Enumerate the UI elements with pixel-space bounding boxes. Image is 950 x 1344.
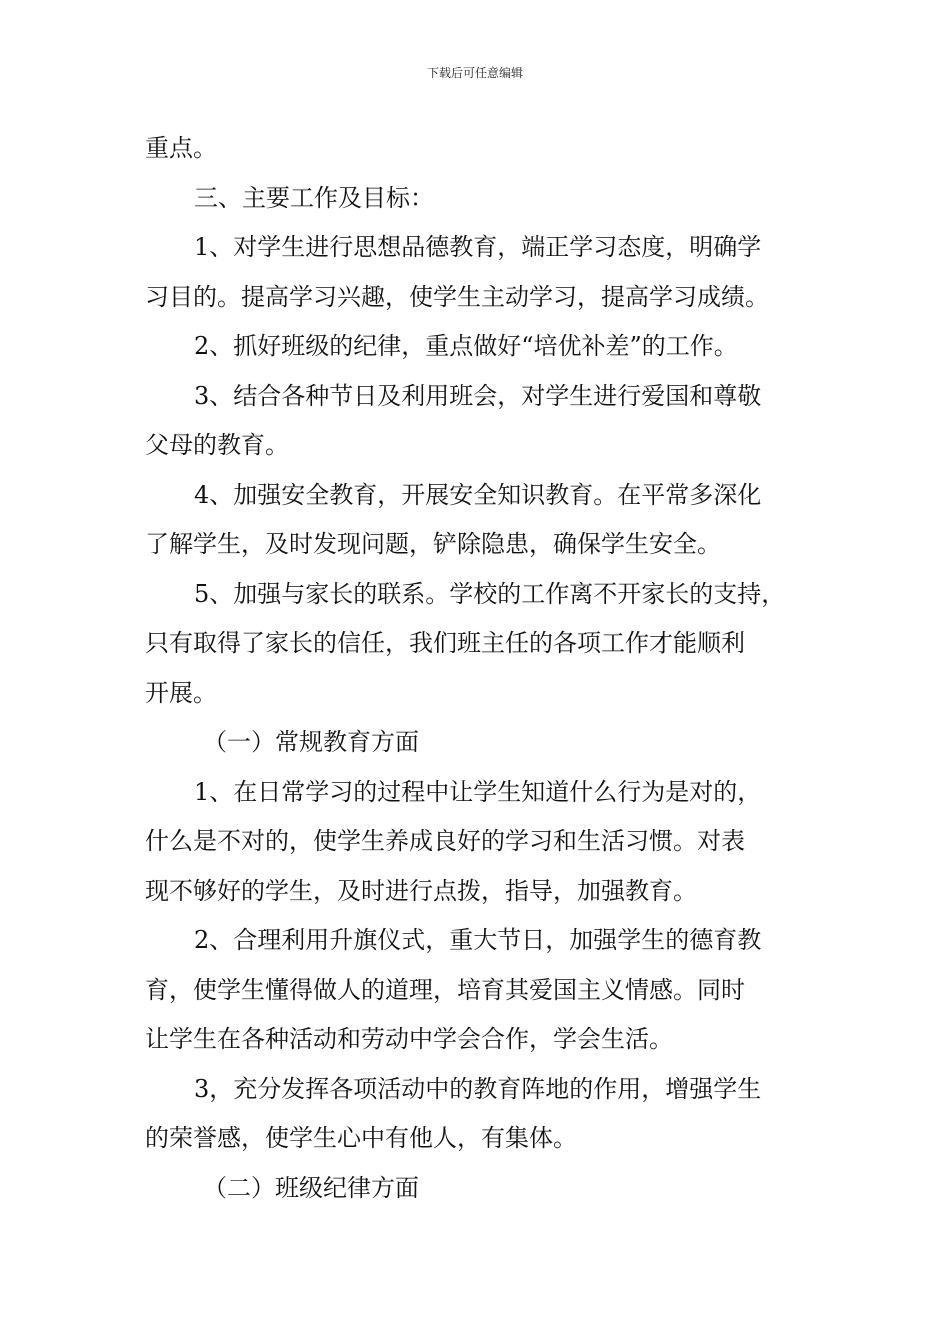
text-line: 4、加强安全教育，开展安全知识教育。在平常多深化 bbox=[194, 480, 762, 509]
text-line: 只有取得了家长的信任，我们班主任的各项工作才能顺利 bbox=[145, 629, 745, 657]
text-line: 现不够好的学生，及时进行点拨，指导，加强教育。 bbox=[145, 876, 697, 905]
text-line: 5、加强与家长的联系。学校的工作离不开家长的支持， bbox=[194, 579, 786, 608]
text-line: 3、结合各种节日及利用班会，对学生进行爱国和尊敬 bbox=[194, 381, 762, 410]
text-line: 育，使学生懂得做人的道理，培育其爱国主义情感。同时 bbox=[145, 975, 745, 1004]
text-line: 了解学生，及时发现问题，铲除隐患，确保学生安全。 bbox=[145, 530, 721, 558]
text-line: 父母的教育。 bbox=[145, 431, 289, 459]
text-line: 重点。 bbox=[145, 134, 217, 162]
text-line: 1、在日常学习的过程中让学生知道什么行为是对的， bbox=[194, 777, 762, 806]
text-line: 习目的。提高学习兴趣，使学生主动学习，提高学习成绩。 bbox=[145, 282, 769, 311]
document-body bbox=[145, 124, 817, 1213]
text-line: 1、对学生进行思想品德教育，端正学习态度，明确学 bbox=[194, 233, 762, 261]
text-line: 2、抓好班级的纪律，重点做好“培优补差”的工作。 bbox=[194, 332, 738, 360]
text-line: 2、合理利用升旗仪式，重大节日，加强学生的德育教 bbox=[194, 926, 762, 954]
text-line: 开展。 bbox=[145, 678, 217, 707]
section-heading: 三、主要工作及目标： bbox=[194, 183, 434, 212]
text-line: 的荣誉感，使学生心中有他人，有集体。 bbox=[145, 1124, 577, 1152]
subsection-heading: （二）班级纪律方面 bbox=[203, 1173, 419, 1202]
text-line: 3，充分发挥各项活动中的教育阵地的作用，增强学生 bbox=[194, 1074, 762, 1103]
text-line: 让学生在各种活动和劳动中学会合作，学会生活。 bbox=[145, 1025, 673, 1053]
subsection-heading: （一）常规教育方面 bbox=[203, 728, 419, 756]
text-line: 什么是不对的，使学生养成良好的学习和生活习惯。对表 bbox=[145, 827, 745, 855]
page-header: 下载后可任意编辑 bbox=[426, 66, 523, 80]
